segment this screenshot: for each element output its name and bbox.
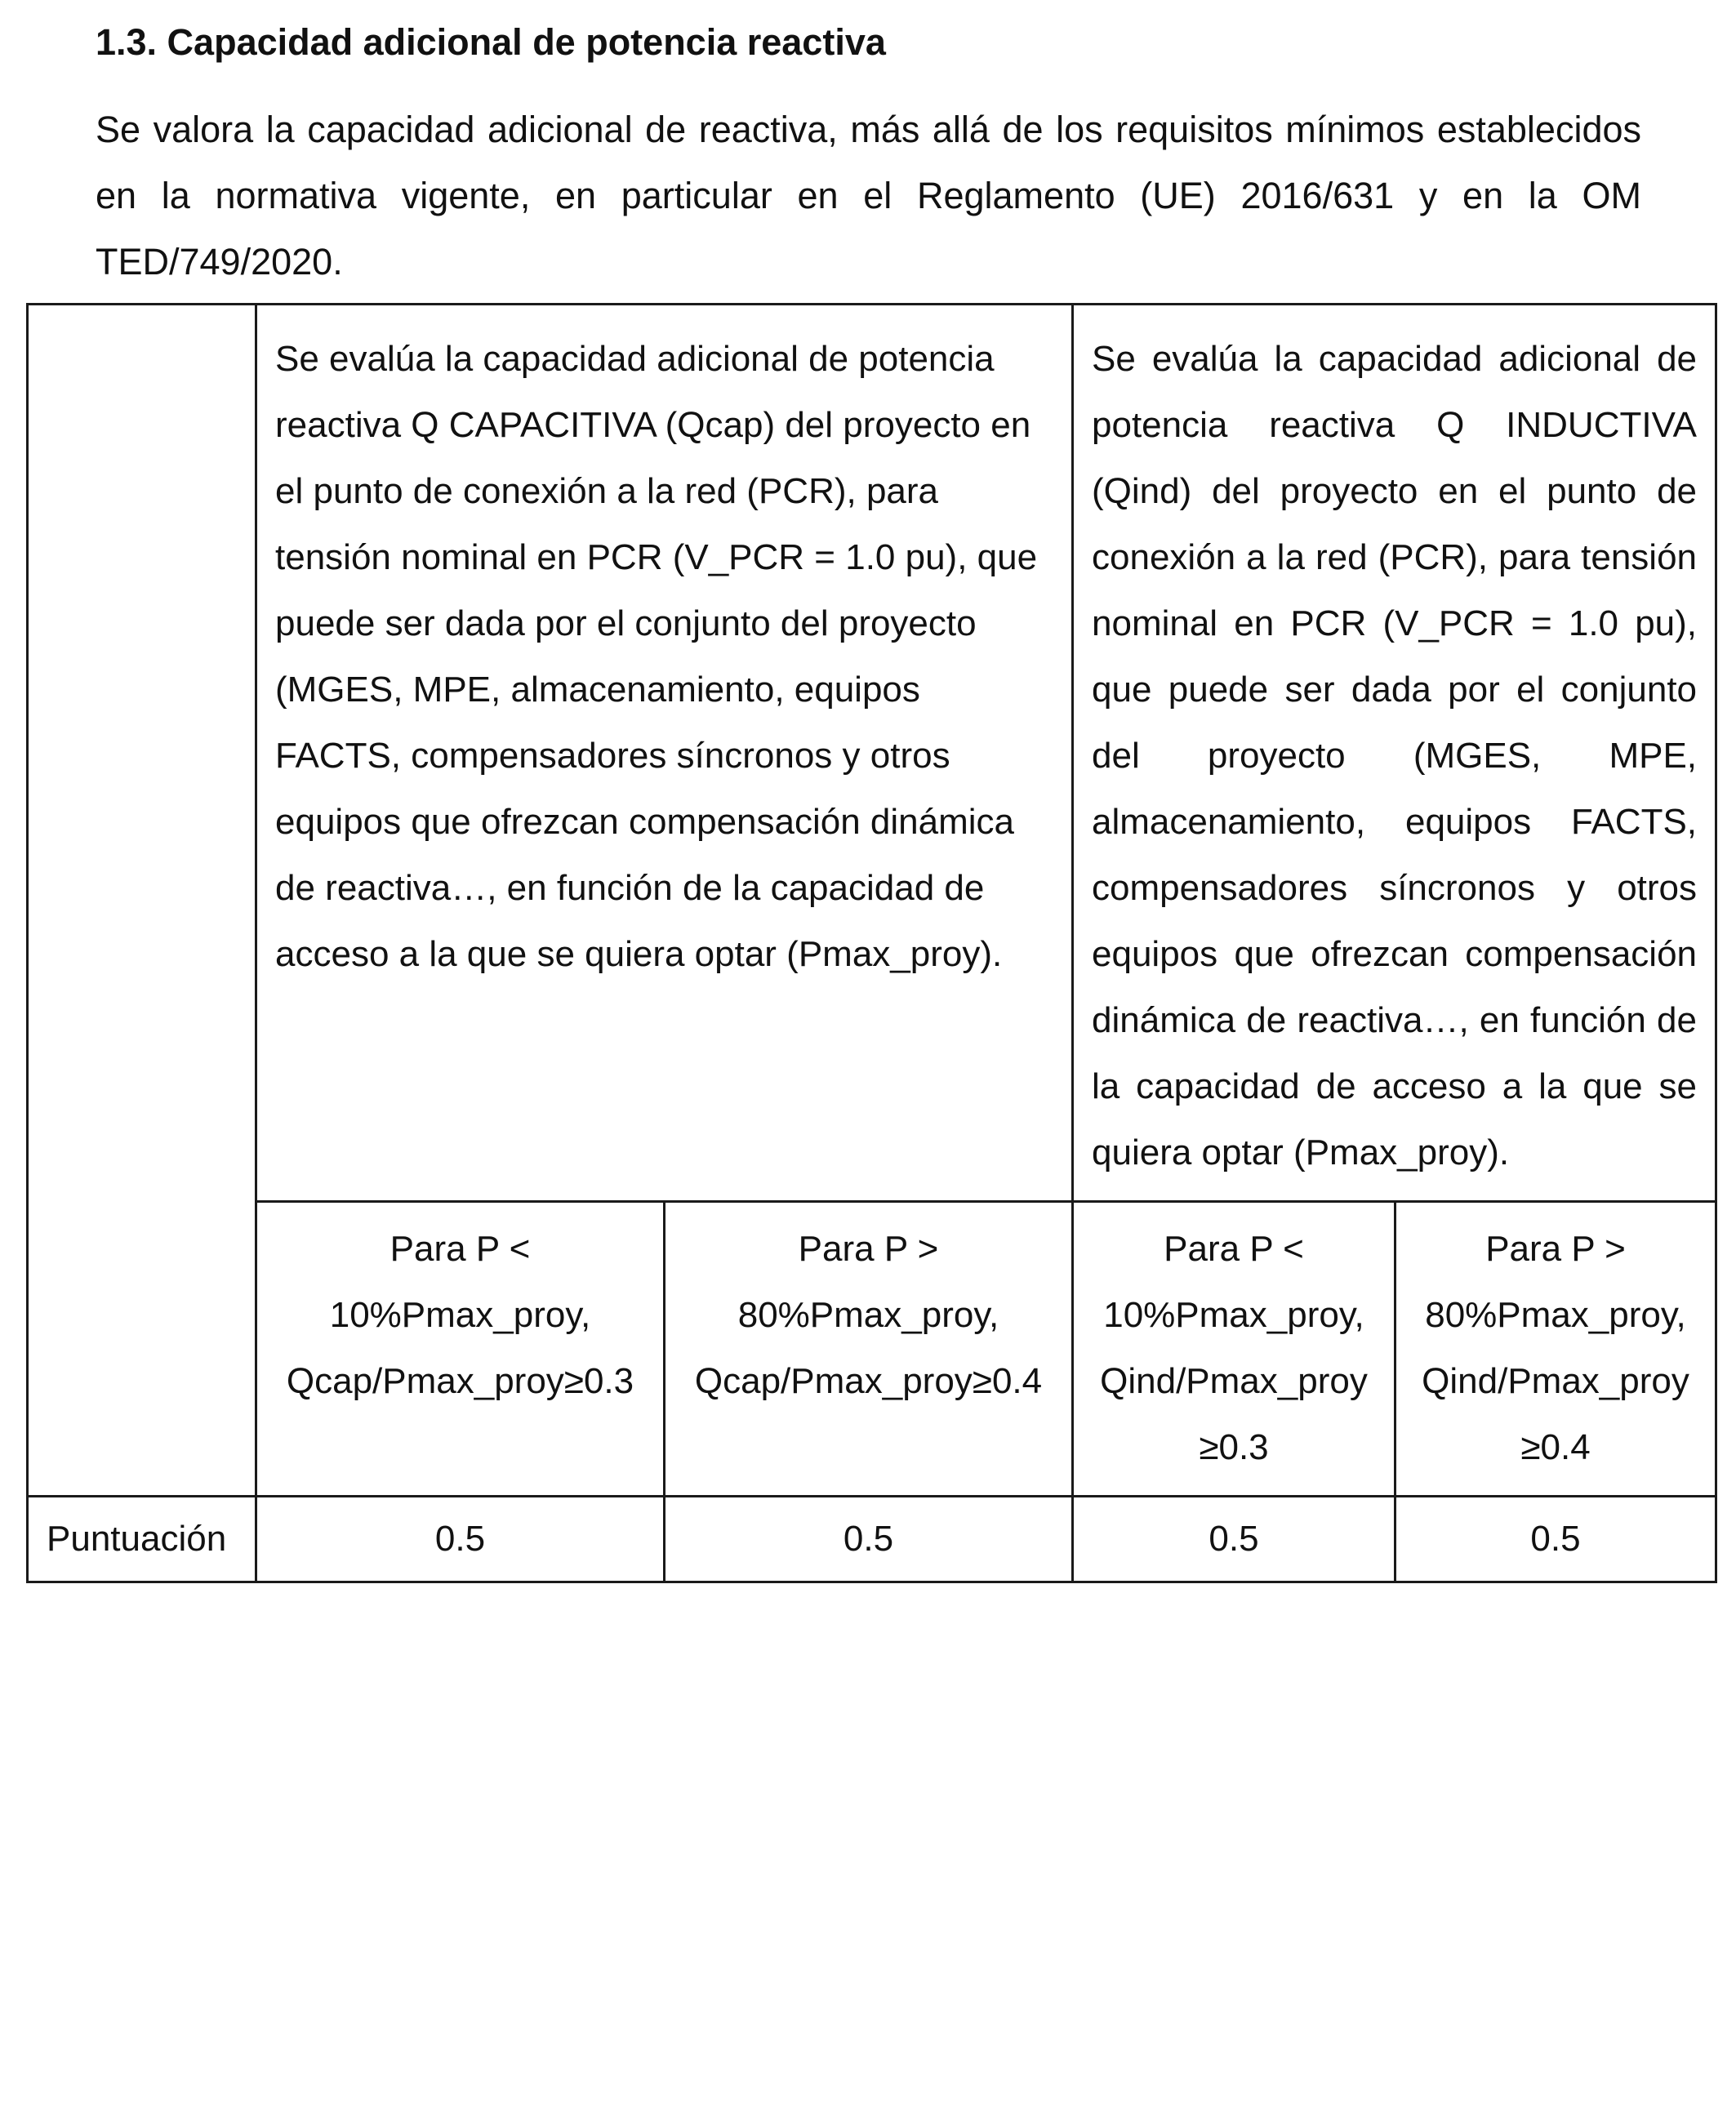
description-row [28, 305, 1716, 1202]
conditions-row [28, 1202, 1716, 1497]
score-label: Puntuación [28, 1497, 256, 1582]
section-intro: Se valora la capacidad adicional de reactiva, más allá de los requisitos mínimos establecidos en la normativa vigente, en particular en el Reglamento (UE) 2016/631 y en la OM TED/749/2020. [96, 109, 1641, 283]
condition-cell-cap-low [256, 1202, 665, 1497]
inductive-description: Se evalúa la capacidad adicional de potencia reactiva Q INDUCTIVA (Qind) del proyecto en el punto de conexión a la red (PCR), para tensión nominal en PCR (V_PCR = 1.0 pu), que puede ser dada por el conjunto del proyecto (MGES, MPE, almacenamiento, equipos FACTS, compensadores síncronos y otros equipos que ofrezcan compensación dinámica de reactiva…, en función de la capacidad de acceso a la que se quiera optar (Pmax_proy). [1092, 339, 1698, 1173]
condition-line: 10%Pmax_proy, [329, 1295, 591, 1335]
section-heading: 1.3. Capacidad adicional de potencia reactiva [96, 21, 886, 63]
condition-line: 80%Pmax_proy, [737, 1295, 999, 1335]
condition-cell-cap-high [665, 1202, 1073, 1497]
score-cap-high: 0.5 [665, 1497, 1073, 1582]
capacitive-description: Se evalúa la capacidad adicional de potencia reactiva Q CAPACITIVA (Qcap) del proyecto en el punto de conexión a la red (PCR), para tensión nominal en PCR (V_PCR = 1.0 pu), que puede ser dada por el conjunto del proyecto (MGES, MPE, almacenamiento, equipos FACTS, compensadores síncronos y otros equipos que ofrezcan compensación dinámica de reactiva…, en función de la capacidad de acceso a la que se quiera optar (Pmax_proy). [275, 339, 1038, 974]
condition-cell-ind-low [1073, 1202, 1395, 1497]
scoring-table [26, 303, 1717, 1583]
condition-line: Qcap/Pmax_proy≥0.4 [694, 1361, 1043, 1401]
condition-line: Para P > [798, 1229, 939, 1269]
inductive-description-cell [1073, 305, 1716, 1202]
condition-line: Qcap/Pmax_proy≥0.3 [286, 1361, 634, 1401]
score-ind-high: 0.5 [1395, 1497, 1716, 1582]
score-row [28, 1497, 1716, 1582]
condition-line: 10%Pmax_proy, [1103, 1295, 1364, 1335]
condition-line: Para P < [1164, 1229, 1304, 1269]
condition-line: Para P < [389, 1229, 531, 1269]
condition-line: 80%Pmax_proy, [1425, 1295, 1686, 1335]
condition-line: Qind/Pmax_proy [1422, 1361, 1689, 1401]
condition-line: Qind/Pmax_proy [1100, 1361, 1368, 1401]
empty-corner-cell [28, 305, 256, 1497]
capacitive-description-cell [256, 305, 1073, 1202]
condition-cell-ind-high [1395, 1202, 1716, 1497]
score-cap-low: 0.5 [256, 1497, 665, 1582]
score-ind-low: 0.5 [1073, 1497, 1395, 1582]
condition-line: Para P > [1485, 1229, 1626, 1269]
condition-line: ≥0.4 [1520, 1427, 1591, 1467]
condition-line: ≥0.3 [1199, 1427, 1269, 1467]
